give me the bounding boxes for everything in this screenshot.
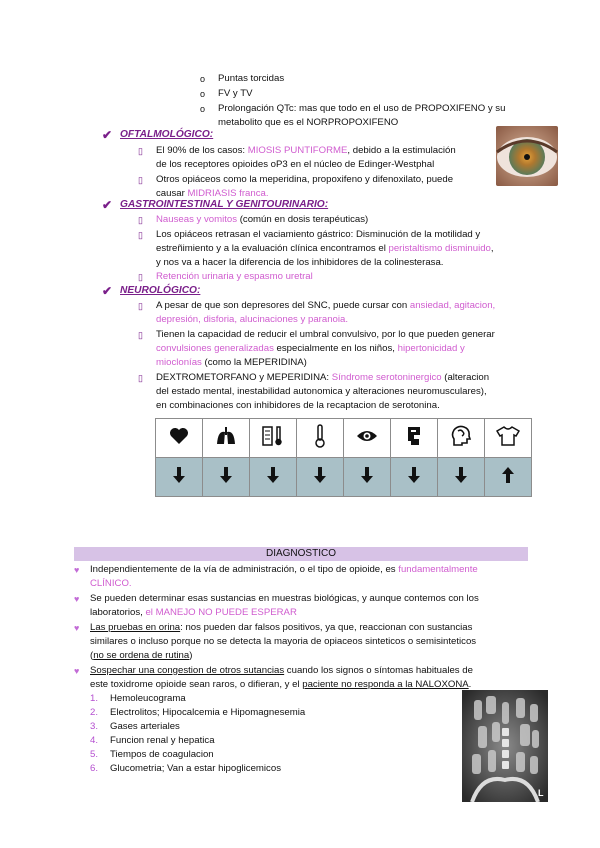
checkmark-icon: ✔ — [102, 284, 113, 298]
arrow-down-icon — [297, 458, 344, 497]
list-item: Nauseas y vomitos (común en dosis terapéuticas) — [156, 214, 369, 225]
symptom-icon-table — [155, 418, 532, 497]
gut-icon — [391, 419, 438, 458]
list-item: Retención urinaria y espasmo uretral — [156, 271, 313, 282]
thermometer-icon — [297, 419, 344, 458]
heart-bullet-icon: ♥ — [74, 594, 80, 604]
list-number: 5. — [90, 749, 99, 760]
arrow-down-icon — [438, 458, 485, 497]
list-item: FV y TV — [218, 88, 253, 99]
section-title: NEUROLÓGICO: — [120, 285, 201, 296]
list-number: 1. — [90, 693, 99, 704]
lungs-icon — [203, 419, 250, 458]
shirt-icon — [485, 419, 532, 458]
arrow-down-icon — [391, 458, 438, 497]
list-item-cont: del estado mental, inestabilidad autonomica y alteraciones neuromusculares), — [156, 386, 487, 397]
list-item: Puntas torcidas — [218, 73, 285, 84]
section-title: GASTROINTESTINAL Y GENITOURINARIO: — [120, 199, 329, 210]
list-item: metabolito que es el NORPROPOXIFENO — [218, 117, 399, 128]
list-item: Gases arteriales — [110, 721, 180, 732]
list-item-cont: en combinaciones con inhibidores de la recaptacion de serotonina. — [156, 400, 440, 411]
list-item-cont: similares o incluso porque no se detecta la mayoria de opiaceos sinteticos o semisinteticos — [90, 636, 477, 647]
diagnostico-header-band — [74, 547, 528, 561]
square-bullet-icon: ▯ — [138, 272, 143, 282]
heart-bullet-icon: ♥ — [74, 565, 80, 575]
list-item-cont: convulsiones generalizadas especialmente en los niños, hipertonicidad y — [156, 343, 465, 354]
list-item-cont: laboratorios, el MANEJO NO PUEDE ESPERAR — [90, 607, 297, 618]
section-title: OFTALMOLÓGICO: — [120, 129, 214, 140]
list-item: Tienen la capacidad de reducir el umbral convulsivo, por lo que pueden generar — [156, 329, 495, 340]
circle-bullet: o — [200, 104, 206, 114]
list-item-cont: y nos va a hacer la diferencia de los inhibidores de la colinesterasa. — [156, 257, 444, 268]
list-item-cont: causar MIDRIASIS franca. — [156, 188, 269, 199]
square-bullet-icon: ▯ — [138, 175, 143, 185]
square-bullet-icon: ▯ — [138, 215, 143, 225]
arrow-down-icon — [156, 458, 203, 497]
checkmark-icon: ✔ — [102, 128, 113, 142]
list-item-cont: de los receptores opioides oP3 en el núcleo de Edinger-Westphal — [156, 159, 435, 170]
list-number: 6. — [90, 763, 99, 774]
square-bullet-icon: ▯ — [138, 330, 143, 340]
square-bullet-icon: ▯ — [138, 373, 143, 383]
heart-bullet-icon: ♥ — [74, 666, 80, 676]
list-item: Tiempos de coagulacion — [110, 749, 214, 760]
list-number: 2. — [90, 707, 99, 718]
list-number: 4. — [90, 735, 99, 746]
xray-side-marker: L — [538, 788, 544, 798]
list-number: 3. — [90, 721, 99, 732]
blood-pressure-icon — [250, 419, 297, 458]
circle-bullet: o — [200, 74, 206, 84]
square-bullet-icon: ▯ — [138, 301, 143, 311]
list-item: Electrolitos; Hipocalcemia e Hipomagnesemia — [110, 707, 306, 718]
list-item-cont: este toxidrome opioide sean raros, o difieran, y el paciente no responda a la NALOXONA. — [90, 679, 472, 690]
list-item: DEXTROMETORFANO y MEPERIDINA: Síndrome serotoninergico (alteracion — [156, 372, 490, 383]
list-item: Funcion renal y hepatica — [110, 735, 215, 746]
list-item: Los opiáceos retrasan el vaciamiento gástrico: Disminución de la motilidad y — [156, 229, 481, 240]
list-item-cont: depresión, disforia, alucinaciones y paranoia. — [156, 314, 348, 325]
list-item: Las pruebas en orina: nos pueden dar falsos positivos, ya que, reaccionan con sustancias — [90, 622, 473, 633]
list-item: Independientemente de la vía de administración, o el tipo de opioide, es fundamentalmente — [90, 564, 478, 575]
checkmark-icon: ✔ — [102, 198, 113, 212]
list-item: El 90% de los casos: MIOSIS PUNTIFORME, debido a la estimulación — [156, 145, 456, 156]
eye-icon — [344, 419, 391, 458]
list-item: Otros opiáceos como la meperidina, propoxifeno y difenoxilato, puede — [156, 174, 454, 185]
list-item: Hemoleucograma — [110, 693, 186, 704]
square-bullet-icon: ▯ — [138, 146, 143, 156]
brain-icon — [438, 419, 485, 458]
circle-bullet: o — [200, 89, 206, 99]
list-item: Se pueden determinar esas sustancias en muestras biológicas, y aunque contemos con los — [90, 593, 479, 604]
heart-icon — [156, 419, 203, 458]
eye-photo — [496, 126, 558, 186]
list-item: Sospechar una congestion de otros sutancias cuando los signos o síntomas habituales de — [90, 665, 473, 676]
list-item-cont: (no se ordena de rutina) — [90, 650, 193, 661]
list-item-cont: CLÍNICO. — [90, 578, 132, 589]
section-title: DIAGNOSTICO — [265, 548, 336, 559]
heart-bullet-icon: ♥ — [74, 623, 80, 633]
arrow-down-icon — [344, 458, 391, 497]
list-item-cont: estreñimiento y a la evaluación clínica encontramos el peristaltismo disminuido, — [156, 243, 494, 254]
list-item: Prolongación QTc: mas que todo en el uso de PROPOXIFENO y su — [218, 103, 506, 114]
arrow-up-icon — [485, 458, 532, 497]
list-item: Glucometria; Van a estar hipoglicemicos — [110, 763, 281, 774]
abdominal-xray-image — [462, 690, 548, 802]
list-item: A pesar de que son depresores del SNC, puede cursar con ansiedad, agitacion, — [156, 300, 496, 311]
arrow-down-icon — [250, 458, 297, 497]
arrow-down-icon — [203, 458, 250, 497]
list-item-cont: mioclonías (como la MEPERIDINA) — [156, 357, 307, 368]
square-bullet-icon: ▯ — [138, 230, 143, 240]
